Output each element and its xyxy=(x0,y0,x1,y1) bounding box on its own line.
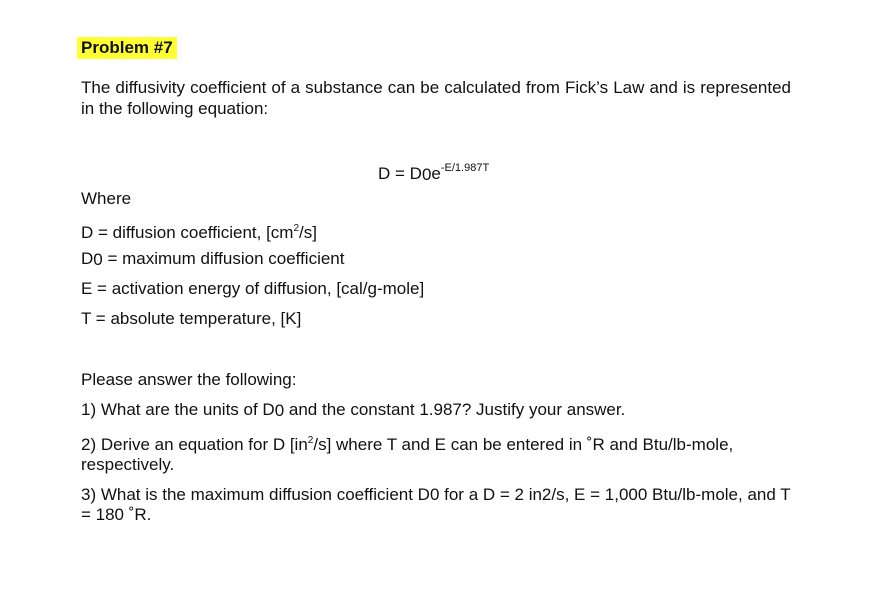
definition-d-post: /s] xyxy=(299,223,317,242)
questions-prompt: Please answer the following: xyxy=(81,370,297,389)
equation-exponent: -E/1.987T xyxy=(440,162,490,174)
question-2-sup: 2 xyxy=(307,435,314,446)
definition-t: T = absolute temperature, [K] xyxy=(81,309,302,328)
question-1-pre: 1) What are the units of D xyxy=(81,400,275,419)
definition-d-pre: D = diffusion coefficient, [cm xyxy=(81,223,294,242)
questions-section xyxy=(81,370,801,535)
definition-d0-text: = maximum diffusion coefficient xyxy=(102,249,345,268)
equation-base: e xyxy=(431,164,441,183)
problem-title: Problem #7 xyxy=(77,37,177,59)
intro-paragraph: The diffusivity coefficient of a substance can be calculated from Fick’s Law and is represented in the following equation: xyxy=(81,78,791,118)
definition-d xyxy=(81,219,424,249)
equation-d-subscript: 0 xyxy=(421,165,432,184)
question-1-sub: 0 xyxy=(274,401,285,420)
question-2-pre: 2) Derive an equation for D [in xyxy=(81,435,308,454)
definitions-list xyxy=(81,189,424,339)
diffusion-equation xyxy=(378,158,489,185)
where-label: Where xyxy=(81,189,132,208)
definition-d0 xyxy=(81,249,424,279)
definition-d-sup: 2 xyxy=(293,223,300,234)
equation-lhs: D = D xyxy=(378,164,422,183)
question-2 xyxy=(81,431,801,475)
question-3: 3) What is the maximum diffusion coefficient D0 for a D = 2 in2/s, E = 1,000 Btu/lb-mole, and T = 180 ˚R. xyxy=(81,485,791,524)
question-1-post: and the constant 1.987? Justify your answer. xyxy=(284,400,626,419)
definition-d0-symbol: D xyxy=(81,249,94,268)
question-1 xyxy=(81,400,801,421)
definition-d0-sub: 0 xyxy=(93,250,103,269)
definition-e: E = activation energy of diffusion, [cal/g-mole] xyxy=(81,279,425,298)
question-2-post: /s] where T and E can be entered in ˚R and Btu/lb-mole, respectively. xyxy=(81,435,734,474)
